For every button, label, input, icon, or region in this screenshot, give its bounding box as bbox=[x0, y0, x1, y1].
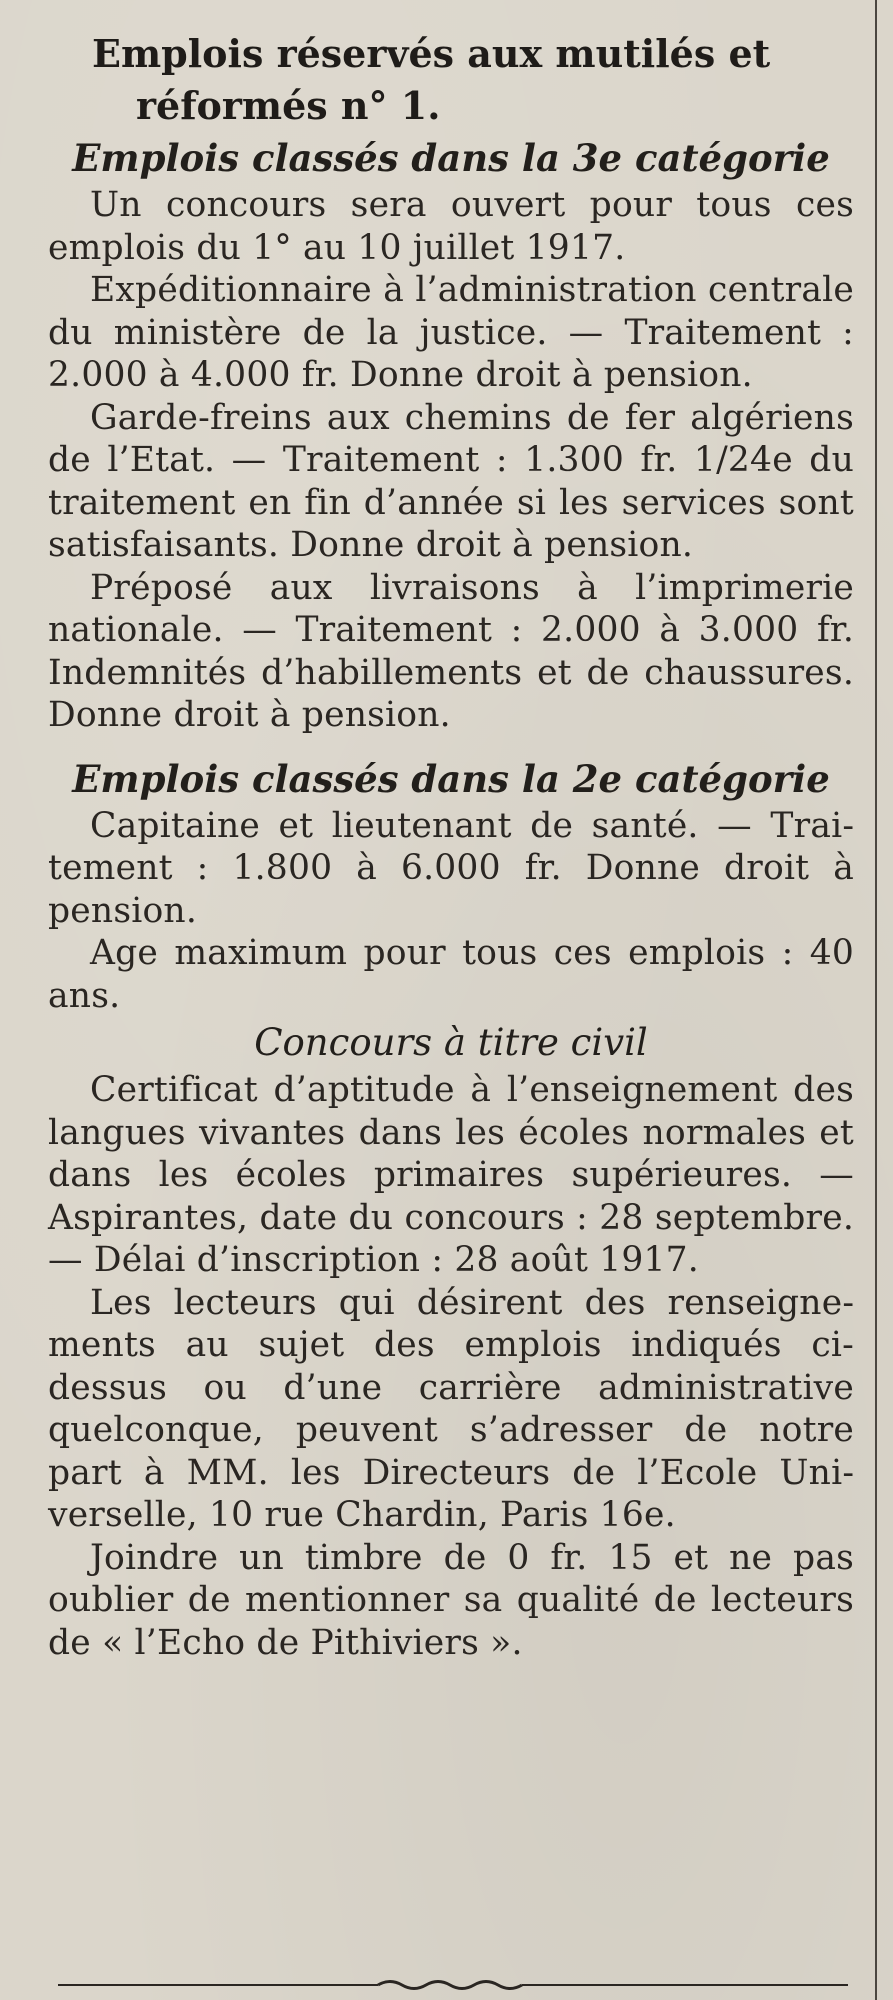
headline-line-2: réformés n° 1. bbox=[136, 83, 441, 128]
headline-line-1: Emplois réservés aux mutilés et bbox=[92, 31, 771, 76]
section-heading-3e-categorie: Emplois classés dans la 3e catégorie bbox=[72, 136, 830, 180]
paragraph-age-maximum: Age maximum pour tous ces emplois : 40 ans. bbox=[48, 933, 854, 1016]
section-heading-concours-civil: Concours à titre civil bbox=[254, 1021, 648, 1064]
paragraph-certificat-aptitude: Certificat d’aptitude à l’enseignement des langues vivantes dans les écoles normales et dans les écoles primaires supérieures. — Aspirantes, date du concours : 28 septembre. — Délai d’inscription : 28 août 1917. bbox=[48, 1070, 854, 1280]
paragraph-prepose-livraisons: Préposé aux livraisons à l’imprimerie nationale. — Traitement : 2.000 à 3.000 fr. Indemnités d’habillements et de chaussures. Donne droit à pension. bbox=[48, 567, 854, 735]
paragraph-capitaine-lieutenant: Capitaine et lieutenant de santé. — Traitement : 1.800 à 6.000 fr. Donne droit à pension. bbox=[48, 805, 854, 931]
column-separator-rule bbox=[875, 0, 877, 2000]
ornamental-end-rule bbox=[58, 1976, 848, 1992]
paragraph-concours-ouvert: Un concours sera ouvert pour tous ces emplois du 1° au 10 juillet 1917. bbox=[48, 185, 854, 268]
article-headline bbox=[48, 28, 854, 132]
section-heading-2e-categorie: Emplois classés dans la 2e catégorie bbox=[72, 756, 830, 801]
paragraph-lecteurs-renseignements: Les lecteurs qui désirent des renseignements au sujet des emplois indiqués ci-dessus ou d’une carrière administrative quelconque, peuvent s’adresser de notre part à MM. les Directeurs de l’Ecole Universelle, 10 rue Chardin, Paris 16e. bbox=[48, 1282, 854, 1535]
paragraph-joindre-timbre: Joindre un timbre de 0 fr. 15 et ne pas oublier de mentionner sa qualité de lecteurs de « l’Echo de Pithiviers ». bbox=[48, 1537, 854, 1663]
article-column bbox=[48, 28, 854, 1664]
paragraph-garde-freins: Garde-freins aux chemins de fer algériens de l’Etat. — Traitement : 1.300 fr. 1/24e du traitement en fin d’année si les services sont satisfaisants. Donne droit à pension. bbox=[48, 397, 854, 565]
paragraph-expeditionnaire: Expéditionnaire à l’administration centrale du ministère de la justice. — Traitement : 2.000 à 4.000 fr. Donne droit à pension. bbox=[48, 270, 854, 395]
